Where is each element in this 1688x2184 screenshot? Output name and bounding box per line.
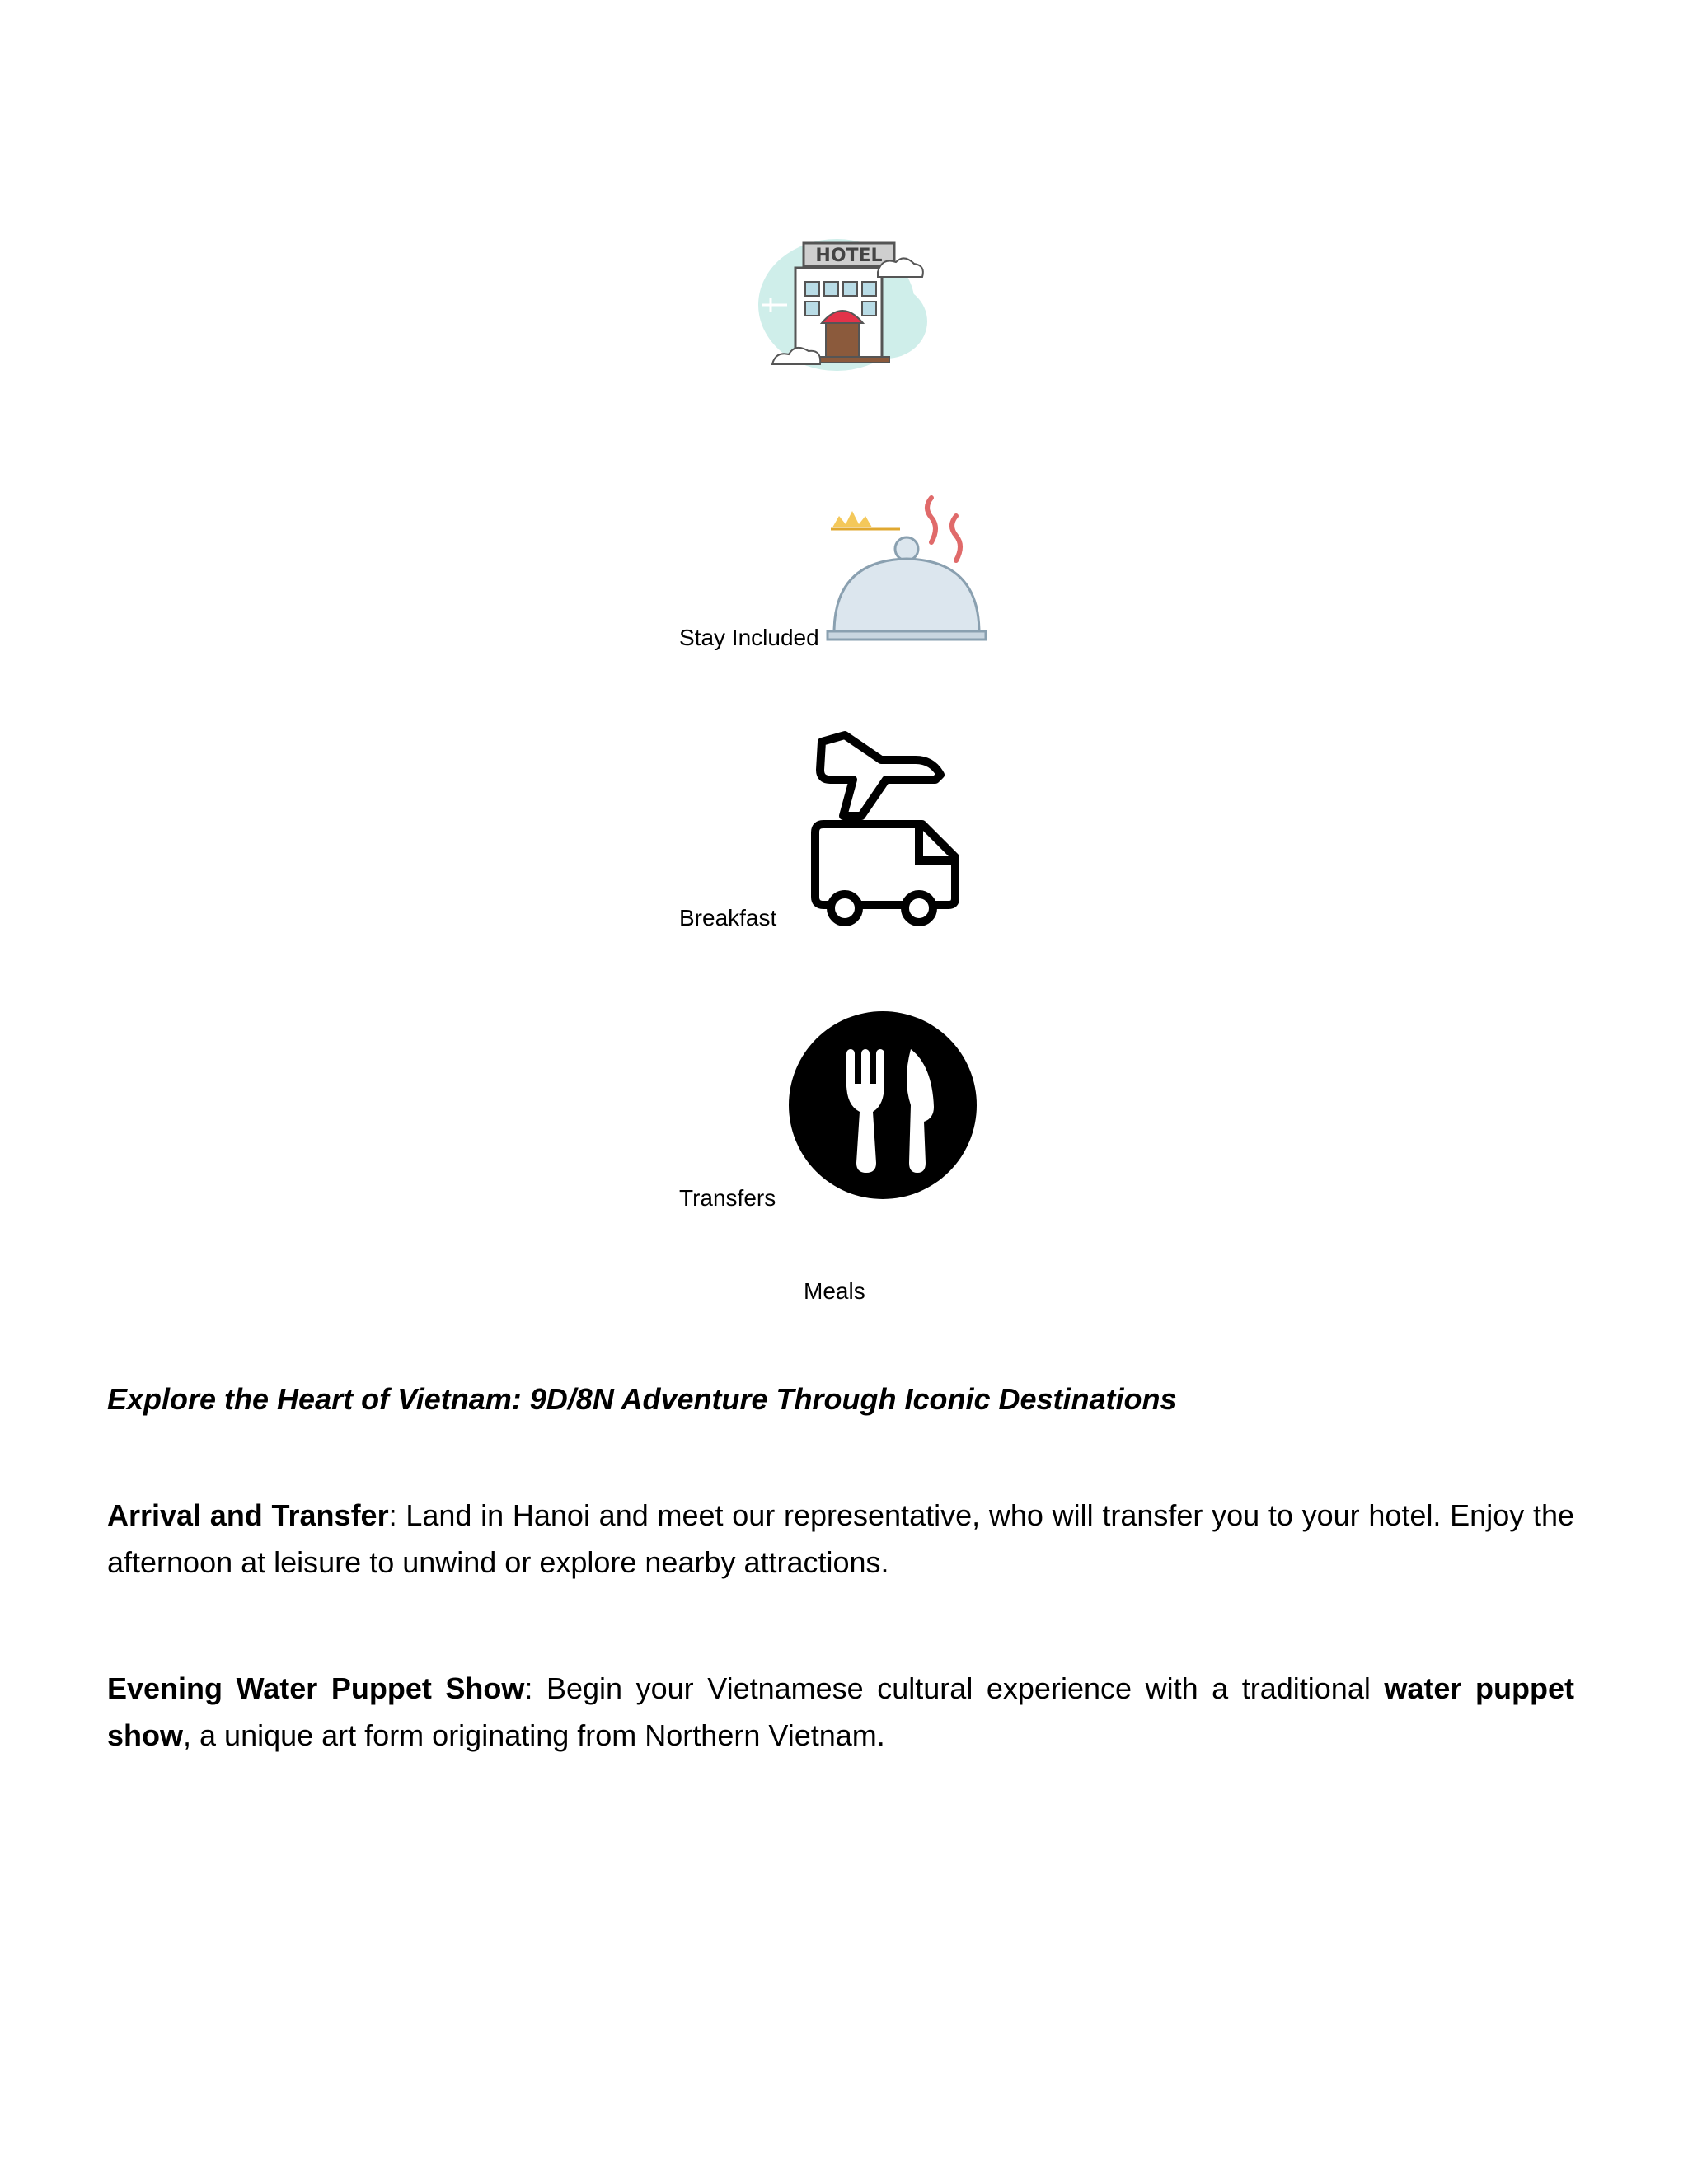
- arrival-text: : Land in Hanoi and meet our representative, who will transfer you to your hotel. Enjoy the afternoon at leisure to unwind or explore nearby attractions.: [107, 1498, 1574, 1579]
- hotel-icon: [746, 223, 935, 379]
- puppet-show-emphasis: water puppet show: [107, 1671, 1575, 1752]
- stay-included-label: Stay Included: [679, 625, 819, 650]
- breakfast-label: Breakfast: [679, 905, 777, 930]
- airport-transfer-icon: [804, 725, 977, 927]
- breakfast-cloche-icon: [824, 493, 989, 645]
- puppet-show-text: : Begin your Vietnamese cultural experience with a traditional: [524, 1671, 1385, 1705]
- transfers-label: Transfers: [679, 1185, 776, 1211]
- puppet-show-heading: Evening Water Puppet Show: [107, 1671, 525, 1705]
- arrival-heading: Arrival and Transfer: [107, 1498, 389, 1532]
- svg-text:HOTEL: HOTEL: [815, 246, 883, 266]
- puppet-show-paragraph: [107, 1665, 1574, 1759]
- puppet-show-text-end: , a unique art form originating from Northern Vietnam.: [183, 1718, 885, 1752]
- meals-fork-knife-icon: [787, 1010, 978, 1201]
- meals-label: Meals: [804, 1278, 865, 1304]
- tour-title: Explore the Heart of Vietnam: 9D/8N Adventure Through Iconic Destinations: [107, 1382, 1177, 1416]
- arrival-paragraph: [107, 1492, 1574, 1586]
